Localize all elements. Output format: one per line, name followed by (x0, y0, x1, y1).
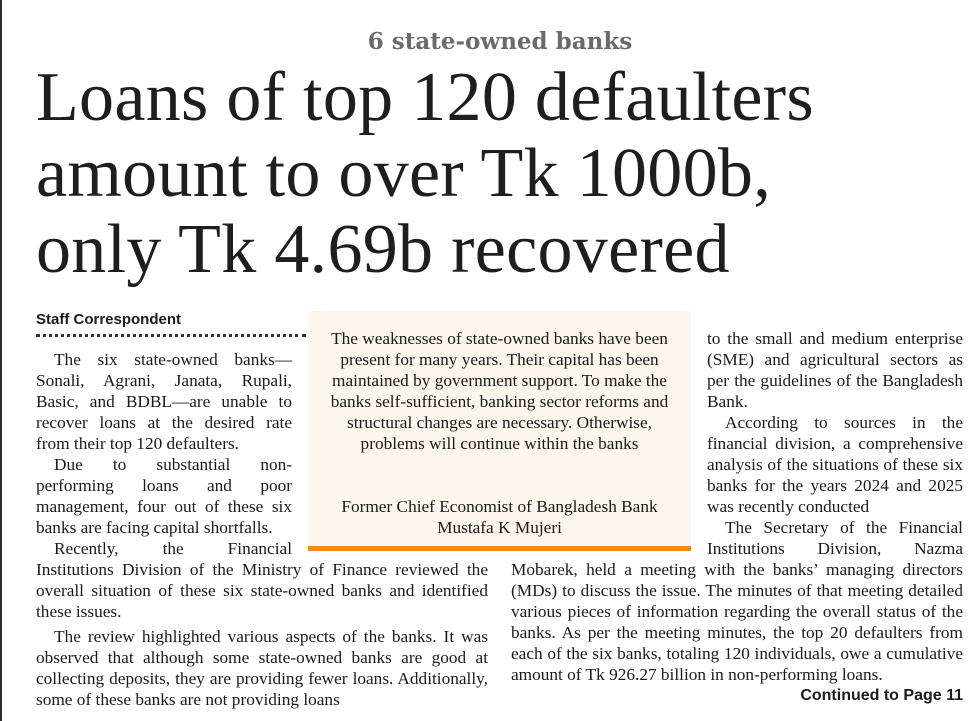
pull-quote-accent-bar (308, 546, 691, 551)
article-bottom-right (511, 559, 963, 706)
article-column-1 (36, 349, 292, 559)
headline-line-3: only Tk 4.69b recovered (36, 211, 730, 288)
kicker: 6 state-owned banks (367, 28, 633, 55)
paragraph: Mobarek, held a meeting with the banks’ managing directors (MDs) to discuss the issue. The minutes of that meeting detailed various pieces of information regarding the overall status of the banks. As per the meeting minutes, the top 20 defaulters from each of the six banks, totaling 120 individuals, owe a cumulative amount of Tk 926.27 billion in non-performing loans. (511, 560, 963, 684)
headline-line-2: amount to over Tk 1000b, (36, 135, 771, 212)
article-column-3 (707, 328, 963, 559)
paragraph: to the small and medium enterprise (SME) and agricultural sectors as per the guidelines of the Bangladesh Bank. (707, 329, 963, 411)
page-left-rule (0, 0, 2, 721)
headline-line-1: Loans of top 120 defaulters (36, 59, 814, 136)
paragraph: The review highlighted various aspects of the banks. It was observed that although some state-owned banks are good at collecting deposits, they are providing fewer loans. Additionally, some of these banks are not providing loans (36, 627, 488, 709)
paragraph: The Secretary of the Financial Institutions Division, Nazma (707, 518, 963, 558)
paragraph: The six state-owned banks—Sonali, Agrani, Janata, Rupali, Basic, and BDBL—are unable to recover loans at the desired rate from their top 120 defaulters. (36, 350, 292, 453)
byline-dotted-rule (36, 334, 306, 337)
headline (36, 60, 976, 288)
byline: Staff Correspondent (36, 311, 182, 328)
pull-quote-attribution: Former Chief Economist of Bangladesh Bank Mustafa K Mujeri (341, 497, 658, 537)
paragraph: Institutions Division of the Ministry of Finance reviewed the overall situation of these six state-owned banks and identified these issues. (36, 560, 488, 621)
article-bottom-left (36, 559, 488, 710)
paragraph: Recently, the Financial (54, 539, 292, 558)
paragraph: According to sources in the financial division, a comprehensive analysis of the situations of these six banks for the years 2024 and 2025 was recently conducted (707, 413, 963, 516)
paragraph: Due to substantial non-performing loans and poor management, four out of these six banks are facing capital shortfalls. (36, 455, 292, 537)
pull-quote-text: The weaknesses of state-owned banks have been present for many years. Their capital has been maintained by government support. To make the banks self-sufficient, banking sector reforms and structural changes are necessary. Otherwise, problems will continue within the banks (330, 329, 669, 453)
continued-link[interactable]: Continued to Page 11 (800, 687, 963, 704)
